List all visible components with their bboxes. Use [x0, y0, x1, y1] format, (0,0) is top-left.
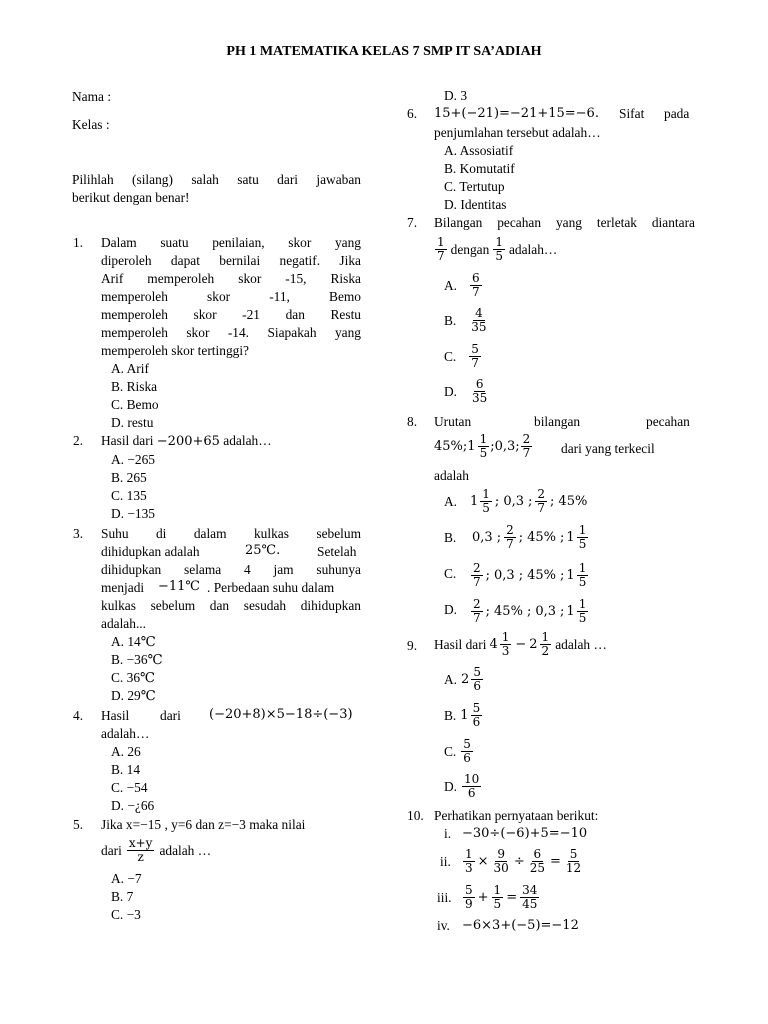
fraction: $\frac{34}{45}$	[522, 883, 538, 911]
fraction: $\frac{2}{7}$	[506, 523, 514, 551]
nama-field-label: Nama :	[72, 89, 112, 104]
question-number: 6.	[407, 106, 418, 121]
q7-option-b[interactable]: B. $\frac{4}{35}$	[444, 306, 487, 334]
q4-option-a[interactable]: A. 26	[111, 744, 141, 759]
q4-expression: (−20+8)×5−18÷(−3)	[209, 707, 353, 722]
fraction: $\frac{1}{5}$	[495, 235, 503, 263]
q10-statement-ii: $\frac{1}{3}$ × $\frac{9}{30}$ ÷ $\frac{6}{25}$ = $\frac{5}{12}$	[465, 847, 582, 875]
q8-option-d-label[interactable]: D.	[444, 602, 458, 617]
q1-text-line: Dalam suatu penilaian, skor yang	[101, 235, 361, 250]
q3-option-a[interactable]: A. 14℃	[111, 634, 156, 649]
question-number: 7.	[407, 215, 418, 230]
question-number: 10.	[407, 808, 424, 823]
q10-statement-iv-label: iv.	[437, 918, 450, 933]
q5-option-d[interactable]: D. 3	[444, 88, 468, 103]
q3-text-line: . Perbedaan suhu dalam	[207, 580, 335, 595]
q7-option-c[interactable]: C. $\frac{5}{7}$	[444, 342, 479, 370]
question-number: 2.	[73, 433, 84, 448]
fraction: $\frac{2}{7}$	[537, 487, 546, 515]
fraction: $\frac{5}{9}$	[465, 883, 473, 911]
q8-option-b[interactable]: 0,3 ; $\frac{2}{7}$ ; 45% ; 1 $\frac{1}{5}$	[472, 523, 587, 551]
q1-option-b[interactable]: B. Riska	[111, 379, 158, 394]
instruction-line-1: Pilihlah (silang) salah satu dari jawaban	[72, 172, 361, 187]
q4-option-c[interactable]: C. −54	[111, 780, 148, 795]
question-number: 4.	[73, 708, 84, 723]
q3-text-line: kulkas sebelum dan sesudah dihidupkan	[101, 598, 361, 613]
q4-option-b[interactable]: B. 14	[111, 762, 141, 777]
q10-statement-ii-label: ii.	[440, 854, 451, 869]
q1-text-line: memperoleh skor -14. Siapakah yang	[101, 325, 361, 340]
q10-statement-iii: $\frac{5}{9}$ + $\frac{1}{5}$ = $\frac{34}{45}$	[465, 883, 538, 911]
q4-text: Hasil	[101, 708, 130, 723]
q2-option-d[interactable]: D. −135	[111, 506, 156, 521]
q8-option-b-label[interactable]: B.	[444, 530, 457, 545]
q1-option-a[interactable]: A. Arif	[111, 361, 149, 376]
question-number: 9.	[407, 638, 418, 653]
q3-option-d[interactable]: D. 29℃	[111, 688, 156, 703]
q3-text-line: Setelah	[317, 544, 357, 559]
fraction: $\frac{1}{5}$	[578, 597, 587, 625]
q10-statement-i-label: i.	[444, 826, 452, 841]
q2-text: Hasil dari −200+65 adalah…	[101, 433, 272, 449]
fraction: $\frac{9}{30}$	[493, 847, 509, 875]
question-number: 8.	[407, 414, 418, 429]
q7-text: Bilangan pecahan yang terletak diantara	[434, 215, 695, 230]
q10-statement-iii-label: iii.	[437, 890, 452, 905]
q4-text: dari	[160, 708, 181, 723]
q8-text: adalah	[434, 468, 469, 483]
q4-option-d[interactable]: D. −¿66	[111, 798, 155, 813]
q10-text: Perhatikan pernyataan berikut:	[434, 808, 599, 823]
q1-option-c[interactable]: C. Bemo	[111, 397, 159, 412]
q5-text: Jika x=−15 , y=6 dan z=−3 maka nilai	[101, 817, 306, 832]
q7-option-a[interactable]: A. $\frac{6}{7}$	[444, 271, 480, 299]
fraction: $\frac{1}{5}$	[578, 523, 587, 551]
q3-text-line: Suhu di dalam kulkas sebelum	[101, 526, 361, 541]
q1-text-line: memperoleh skor tertinggi?	[101, 343, 249, 358]
q7-fraction-line: $\frac{1}{7}$ dengan $\frac{1}{5}$ adalah…	[437, 235, 558, 263]
q3-option-b[interactable]: B. −36℃	[111, 652, 163, 667]
q8-sequence: 45%; 1 $\frac{1}{5}$ ;0,3; $\frac{2}{7}$	[434, 432, 531, 460]
q8-option-c[interactable]: $\frac{2}{7}$ ; 0,3 ; 45% ; 1 $\frac{1}{5}$	[473, 561, 587, 589]
q6-option-a[interactable]: A. Assosiatif	[444, 143, 514, 158]
q6-text: penjumlahan tersebut adalah…	[434, 125, 601, 140]
q1-text-line: diperoleh dapat bernilai negatif. Jika	[101, 253, 361, 268]
q6-option-b[interactable]: B. Komutatif	[444, 161, 515, 176]
q8-text: bilangan	[534, 414, 581, 429]
q2-option-b[interactable]: B. 265	[111, 470, 147, 485]
q9-option-c[interactable]: C. $\frac{5}{6}$	[444, 737, 471, 765]
fraction: $\frac{1}{7}$	[437, 235, 445, 263]
q9-option-d[interactable]: D. $\frac{10}{6}$	[444, 772, 480, 800]
instruction-line-2: berikut dengan benar!	[72, 190, 190, 205]
q9-text: Hasil dari 4 $\frac{1}{3}$ − 2 $\frac{1}{2}$ adalah …	[434, 630, 607, 658]
fraction: $\frac{2}{7}$	[473, 561, 481, 589]
fraction: $\frac{1}{5}$	[578, 561, 587, 589]
q8-text: dari yang terkecil	[561, 441, 655, 456]
q9-option-b[interactable]: B. 1 $\frac{5}{6}$	[444, 701, 481, 729]
q2-option-c[interactable]: C. 135	[111, 488, 147, 503]
fraction: $\frac{2}{7}$	[473, 597, 481, 625]
q3-text-line: dihidupkan adalah	[101, 544, 200, 559]
q3-text-line: menjadi	[101, 580, 145, 595]
q2-option-a[interactable]: A. −265	[111, 452, 156, 467]
q6-text: Sifat	[619, 106, 645, 121]
q7-option-d[interactable]: D. $\frac{6}{35}$	[444, 377, 488, 405]
fraction: $\frac{1}{5}$	[493, 883, 502, 911]
q1-text-line: memperoleh skor -11, Bemo	[101, 289, 361, 304]
question-number: 3.	[73, 526, 84, 541]
q10-statement-iv: −6×3+(−5)=−12	[462, 918, 579, 933]
q8-option-a-label[interactable]: A.	[444, 494, 458, 509]
q1-option-d[interactable]: D. restu	[111, 415, 154, 430]
q5-option-c[interactable]: C. −3	[111, 907, 141, 922]
q6-option-c[interactable]: C. Tertutup	[444, 179, 505, 194]
q3-text-line: dihidupkan selama 4 jam suhunya	[101, 562, 361, 577]
q6-expression: 15+(−21)=−21+15=−6.	[434, 106, 599, 121]
q6-option-d[interactable]: D. Identitas	[444, 197, 507, 212]
question-number: 5.	[73, 817, 84, 832]
q1-text-line: Arif memperoleh skor -15, Riska	[101, 271, 361, 286]
page-title: PH 1 MATEMATIKA KELAS 7 SMP IT SA’ADIAH	[226, 44, 542, 59]
q6-text: pada	[664, 106, 690, 121]
q8-text: pecahan	[646, 414, 690, 429]
q3-temperature-after: −11℃	[158, 579, 200, 594]
q8-text: Urutan	[434, 414, 472, 429]
q3-temperature-before: 25℃.	[245, 543, 281, 558]
q10-statement-i: −30÷(−6)+5=−10	[462, 826, 588, 841]
q3-option-c[interactable]: C. 36℃	[111, 670, 155, 685]
kelas-field-label: Kelas :	[72, 117, 110, 132]
q5-fraction: $\frac{x+y}{z}$	[128, 836, 153, 864]
q1-text-line: memperoleh skor -21 dan Restu	[101, 307, 361, 322]
q3-text-line: adalah...	[101, 616, 146, 631]
q8-option-d[interactable]: $\frac{2}{7}$ ; 45% ; 0,3 ; 1 $\frac{1}{5}$	[473, 597, 587, 625]
q4-text: adalah…	[101, 726, 150, 741]
q5-option-b[interactable]: B. 7	[111, 889, 134, 904]
question-number: 1.	[73, 235, 84, 250]
q9-option-a[interactable]: A. 2 $\frac{5}{6}$	[444, 665, 481, 693]
fraction: $\frac{1}{3}$	[465, 847, 473, 875]
fraction: $\frac{1}{5}$	[482, 487, 490, 515]
q8-option-a[interactable]: 1 $\frac{1}{5}$ ; 0,3 ; $\frac{2}{7}$ ; 45%	[470, 487, 588, 515]
q5-option-a[interactable]: A. −7	[111, 871, 142, 886]
fraction: $\frac{6}{25}$	[529, 847, 546, 875]
q5-fraction-line: dari $\frac{x+y}{z}$ adalah …	[101, 836, 212, 864]
q8-option-c-label[interactable]: C.	[444, 566, 457, 581]
fraction: $\frac{5}{12}$	[565, 847, 582, 875]
